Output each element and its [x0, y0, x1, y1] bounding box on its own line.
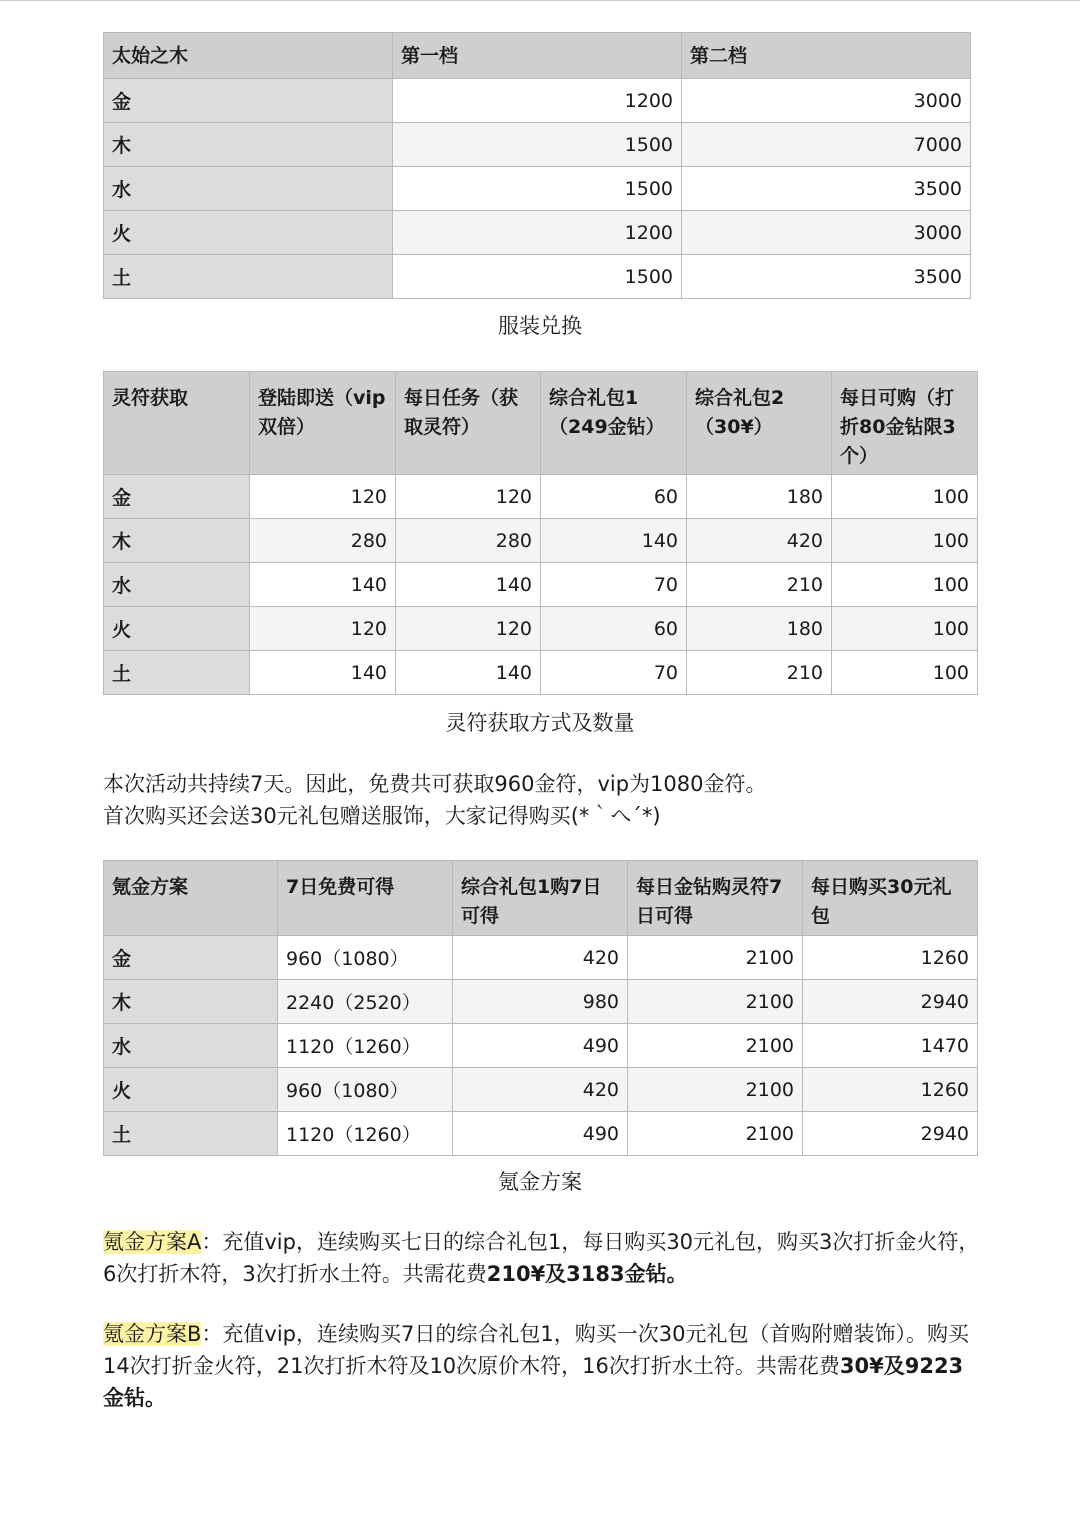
- cell-value: 140: [541, 519, 687, 563]
- table-row: [104, 1112, 978, 1156]
- table-row: [104, 123, 971, 167]
- cell-value: 210: [687, 651, 832, 695]
- cell-value: 2940: [803, 1112, 978, 1156]
- cell-value: 120: [250, 607, 396, 651]
- cell-value: 280: [250, 519, 396, 563]
- header-cell: 综合礼包1购7日可得: [453, 861, 628, 936]
- plan-b-text: ：充值vip，连续购买7日的综合礼包1，购买一次30元礼包（首购附赠装饰）。购买14次打折金火符，21次打折木符及10次原价木符，16次打折水土符。共需花费: [103, 1322, 969, 1378]
- table-caption: 服装兑换: [498, 314, 582, 338]
- cell-value: 2240（2520）: [278, 980, 453, 1024]
- cell-value: 2100: [628, 1068, 803, 1112]
- table-row: [104, 607, 978, 651]
- costume-exchange-table: [103, 32, 971, 299]
- header-cell: 每日金钻购灵符7日可得: [628, 861, 803, 936]
- cell-value: 1500: [393, 255, 682, 299]
- header-cell: 综合礼包2（30¥）: [687, 372, 832, 475]
- cell-value: 2100: [628, 936, 803, 980]
- plan-a-paragraph: [103, 1226, 983, 1290]
- table-row: [104, 1068, 978, 1112]
- plan-b-label: 氪金方案B: [103, 1322, 202, 1346]
- header-cell: 7日免费可得: [278, 861, 453, 936]
- cell-value: 1500: [393, 167, 682, 211]
- row-label: 土: [104, 1112, 278, 1156]
- row-label: 金: [104, 79, 393, 123]
- note-line: 首次购买还会送30元礼包赠送服饰，大家记得购买(*｀へ´*): [103, 804, 661, 828]
- row-label: 水: [104, 167, 393, 211]
- cell-value: 1120（1260）: [278, 1024, 453, 1068]
- cell-value: 60: [541, 607, 687, 651]
- plan-a-total: 210¥及3183金钻。: [486, 1262, 688, 1286]
- table-row: [104, 1024, 978, 1068]
- row-label: 木: [104, 980, 278, 1024]
- cell-value: 120: [250, 475, 396, 519]
- table-row: [104, 519, 978, 563]
- cell-value: 980: [453, 980, 628, 1024]
- cell-value: 420: [687, 519, 832, 563]
- header-cell: 综合礼包1（249金钻）: [541, 372, 687, 475]
- note-line: 本次活动共持续7天。因此，免费共可获取960金符，vip为1080金符。: [103, 772, 767, 796]
- table-row: [104, 563, 978, 607]
- cell-value: 3500: [682, 255, 971, 299]
- header-cell: 太始之木: [104, 33, 393, 79]
- row-label: 木: [104, 519, 250, 563]
- cell-value: 140: [250, 651, 396, 695]
- table-row: [104, 211, 971, 255]
- cell-value: 120: [396, 607, 541, 651]
- table-row: [104, 936, 978, 980]
- cell-value: 1260: [803, 936, 978, 980]
- cell-value: 960（1080）: [278, 936, 453, 980]
- cell-value: 1120（1260）: [278, 1112, 453, 1156]
- table-caption: 氪金方案: [498, 1170, 582, 1194]
- header-cell: 每日购买30元礼包: [803, 861, 978, 936]
- table-row: [104, 79, 971, 123]
- header-cell: 每日任务（获取灵符）: [396, 372, 541, 475]
- cell-value: 490: [453, 1112, 628, 1156]
- cell-value: 60: [541, 475, 687, 519]
- cell-value: 1470: [803, 1024, 978, 1068]
- cell-value: 1200: [393, 211, 682, 255]
- cell-value: 1200: [393, 79, 682, 123]
- cell-value: 960（1080）: [278, 1068, 453, 1112]
- row-label: 土: [104, 255, 393, 299]
- talisman-acquisition-table: [103, 371, 978, 695]
- plan-b-total: 30¥及9223金钻。: [103, 1354, 964, 1410]
- top-divider: [0, 0, 1080, 1]
- cell-value: 2100: [628, 1024, 803, 1068]
- row-label: 金: [104, 475, 250, 519]
- row-label: 水: [104, 563, 250, 607]
- cell-value: 100: [832, 475, 978, 519]
- cell-value: 2940: [803, 980, 978, 1024]
- cell-value: 2100: [628, 980, 803, 1024]
- table-caption: 灵符获取方式及数量: [445, 711, 635, 735]
- cell-value: 1500: [393, 123, 682, 167]
- cell-value: 100: [832, 651, 978, 695]
- plan-b-paragraph: [103, 1318, 983, 1414]
- plan-a-label: 氪金方案A: [103, 1230, 202, 1254]
- cell-value: 7000: [682, 123, 971, 167]
- table-header-row: [104, 372, 978, 475]
- header-cell: 每日可购（打折80金钻限3个）: [832, 372, 978, 475]
- cell-value: 490: [453, 1024, 628, 1068]
- cell-value: 3500: [682, 167, 971, 211]
- cell-value: 140: [250, 563, 396, 607]
- header-cell: 第二档: [682, 33, 971, 79]
- row-label: 火: [104, 1068, 278, 1112]
- table-header-row: [104, 33, 971, 79]
- header-cell: 第一档: [393, 33, 682, 79]
- cell-value: 280: [396, 519, 541, 563]
- cell-value: 210: [687, 563, 832, 607]
- cell-value: 70: [541, 651, 687, 695]
- row-label: 水: [104, 1024, 278, 1068]
- table-header-row: [104, 861, 978, 936]
- row-label: 火: [104, 607, 250, 651]
- table-row: [104, 980, 978, 1024]
- cell-value: 100: [832, 519, 978, 563]
- cell-value: 100: [832, 563, 978, 607]
- cell-value: 3000: [682, 211, 971, 255]
- table-row: [104, 255, 971, 299]
- cell-value: 180: [687, 607, 832, 651]
- cell-value: 100: [832, 607, 978, 651]
- plan-a-text: ：充值vip，连续购买七日的综合礼包1，每日购买30元礼包，购买3次打折金火符，6次打折木符，3次打折水土符。共需花费: [103, 1230, 980, 1286]
- cell-value: 2100: [628, 1112, 803, 1156]
- row-label: 金: [104, 936, 278, 980]
- cell-value: 420: [453, 1068, 628, 1112]
- cell-value: 420: [453, 936, 628, 980]
- cell-value: 3000: [682, 79, 971, 123]
- row-label: 土: [104, 651, 250, 695]
- cell-value: 120: [396, 475, 541, 519]
- cell-value: 1260: [803, 1068, 978, 1112]
- row-label: 火: [104, 211, 393, 255]
- cell-value: 180: [687, 475, 832, 519]
- header-cell: 氪金方案: [104, 861, 278, 936]
- cell-value: 70: [541, 563, 687, 607]
- row-label: 木: [104, 123, 393, 167]
- header-cell: 灵符获取: [104, 372, 250, 475]
- header-cell: 登陆即送（vip双倍）: [250, 372, 396, 475]
- table-row: [104, 475, 978, 519]
- table-row: [104, 167, 971, 211]
- cell-value: 140: [396, 651, 541, 695]
- activity-note: [103, 768, 983, 832]
- table-row: [104, 651, 978, 695]
- cell-value: 140: [396, 563, 541, 607]
- spending-plan-table: [103, 860, 978, 1156]
